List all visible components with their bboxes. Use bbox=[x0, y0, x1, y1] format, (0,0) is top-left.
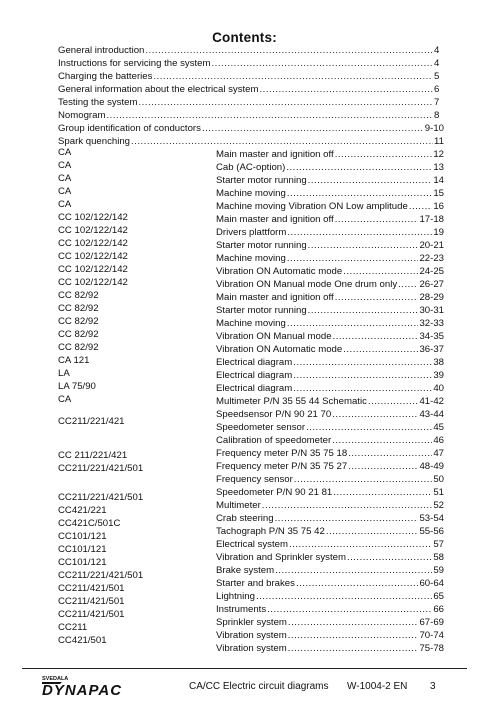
toc-entry-title: Crab steering bbox=[216, 513, 274, 524]
toc-entry-title: Machine moving bbox=[216, 318, 286, 329]
toc-row bbox=[216, 616, 444, 629]
toc-row bbox=[216, 278, 444, 291]
model-label: CC421C/501C bbox=[58, 518, 121, 529]
toc-row bbox=[216, 356, 444, 369]
toc-entry-title: General introduction bbox=[58, 45, 145, 56]
toc-page-number: 34-35 bbox=[419, 331, 444, 342]
toc-row bbox=[216, 577, 444, 590]
dot-leader bbox=[348, 460, 418, 473]
toc-row bbox=[216, 525, 444, 538]
toc-row bbox=[216, 460, 444, 473]
model-label: CC211/421/501 bbox=[58, 583, 125, 594]
toc-row bbox=[216, 174, 444, 187]
toc-page-number: 57 bbox=[433, 539, 444, 550]
toc-entry-title: Nomogram bbox=[58, 110, 106, 121]
dot-leader bbox=[267, 603, 432, 616]
toc-row bbox=[216, 382, 444, 395]
toc-row bbox=[216, 590, 444, 603]
toc-page-number: 53-54 bbox=[419, 513, 444, 524]
toc-entry-title: Vibration system bbox=[216, 630, 287, 641]
dot-leader bbox=[288, 629, 419, 642]
model-label: CC 82/92 bbox=[58, 342, 99, 353]
toc-entry-title: Testing the system bbox=[58, 97, 138, 108]
toc-page-number: 6 bbox=[434, 84, 440, 95]
model-label: CC 102/122/142 bbox=[58, 212, 128, 223]
toc-row bbox=[216, 148, 444, 161]
dot-leader bbox=[106, 109, 433, 122]
dot-leader bbox=[308, 239, 419, 252]
dot-leader bbox=[343, 343, 418, 356]
toc-row bbox=[216, 317, 444, 330]
toc-entry-title: Speedometer P/N 90 21 81 bbox=[216, 487, 333, 498]
dot-leader bbox=[347, 551, 432, 564]
toc-row bbox=[216, 291, 444, 304]
toc-page-number: 52 bbox=[433, 500, 444, 511]
dot-leader bbox=[294, 473, 433, 486]
toc-page-number: 9-10 bbox=[424, 123, 444, 134]
toc-row bbox=[216, 642, 444, 655]
dot-leader bbox=[332, 434, 432, 447]
toc-page-number: 59 bbox=[433, 565, 444, 576]
toc-row bbox=[58, 109, 444, 122]
toc-page-number: 48-49 bbox=[419, 461, 444, 472]
model-label: CC211/421/501 bbox=[58, 609, 125, 620]
footer-divider bbox=[22, 668, 467, 669]
toc-page-number: 51 bbox=[433, 487, 444, 498]
toc-entry-title: Spark quenching bbox=[58, 136, 131, 147]
dot-leader bbox=[131, 135, 433, 148]
dot-leader bbox=[308, 304, 419, 317]
dot-leader bbox=[153, 70, 433, 83]
model-label: CC211/421/501 bbox=[58, 596, 125, 607]
toc-entry-title: Starter and brakes bbox=[216, 578, 295, 589]
toc-row bbox=[216, 538, 444, 551]
dot-leader bbox=[333, 486, 432, 499]
dot-leader bbox=[275, 564, 432, 577]
dot-leader bbox=[256, 590, 432, 603]
toc-row bbox=[216, 161, 444, 174]
model-label: CC211 bbox=[58, 622, 88, 633]
dot-leader bbox=[288, 616, 419, 629]
toc-page-number: 38 bbox=[433, 357, 444, 368]
toc-page-number: 16 bbox=[433, 201, 444, 212]
dot-leader bbox=[262, 499, 433, 512]
toc-entry-title: Vibration ON Automatic mode bbox=[216, 266, 343, 277]
dot-leader bbox=[398, 278, 418, 291]
dot-leader bbox=[308, 174, 433, 187]
toc-row bbox=[216, 551, 444, 564]
toc-entry-title: Electrical system bbox=[216, 539, 288, 550]
model-label: CC 82/92 bbox=[58, 329, 99, 340]
toc-entry-title: Frequency sensor bbox=[216, 474, 293, 485]
toc-row bbox=[216, 421, 444, 434]
toc-entry-title: Brake system bbox=[216, 565, 275, 576]
toc-page-number: 66 bbox=[433, 604, 444, 615]
model-label: CC101/121 bbox=[58, 544, 107, 555]
toc-page-number: 55-56 bbox=[419, 526, 444, 537]
toc-row bbox=[216, 369, 444, 382]
dot-leader bbox=[368, 395, 419, 408]
toc-row bbox=[216, 330, 444, 343]
model-label: CC211/221/421/501 bbox=[58, 570, 144, 581]
toc-page-number: 19 bbox=[433, 227, 444, 238]
toc-page-number: 40 bbox=[433, 383, 444, 394]
dot-leader bbox=[348, 447, 432, 460]
toc-row bbox=[216, 447, 444, 460]
toc-entry-title: General information about the electrical system bbox=[58, 84, 259, 95]
toc-page-number: 41-42 bbox=[419, 396, 444, 407]
dot-leader bbox=[293, 382, 432, 395]
dot-leader bbox=[306, 421, 432, 434]
toc-page-number: 20-21 bbox=[419, 240, 444, 251]
toc-page-number: 67-69 bbox=[419, 617, 444, 628]
toc-row bbox=[58, 83, 444, 96]
dot-leader bbox=[288, 642, 419, 655]
toc-row bbox=[216, 629, 444, 642]
dot-leader bbox=[335, 148, 433, 161]
document-number: W-1004-2 EN bbox=[347, 681, 408, 692]
toc-entry-title: Main master and ignition off bbox=[216, 149, 334, 160]
page-number: 3 bbox=[430, 681, 436, 692]
toc-page-number: 4 bbox=[434, 45, 440, 56]
toc-entry-title: Starter motor running bbox=[216, 175, 307, 186]
dot-leader bbox=[287, 252, 419, 265]
toc-entry-title: Tachograph P/N 35 75 42 bbox=[216, 526, 325, 537]
toc-row bbox=[58, 135, 444, 148]
toc-row bbox=[58, 44, 444, 57]
toc-row bbox=[58, 70, 444, 83]
model-label: LA bbox=[58, 368, 70, 379]
toc-page-number: 22-23 bbox=[419, 253, 444, 264]
toc-entry-title: Charging the batteries bbox=[58, 71, 153, 82]
toc-entry-title: Vibration system bbox=[216, 643, 287, 654]
model-label: CA bbox=[58, 186, 72, 197]
dot-leader bbox=[260, 83, 434, 96]
toc-entry-title: Speedometer sensor bbox=[216, 422, 306, 433]
dot-leader bbox=[326, 525, 419, 538]
toc-entry-title: Group identification of conductors bbox=[58, 123, 201, 134]
toc-page-number: 60-64 bbox=[419, 578, 444, 589]
model-label: CC 102/122/142 bbox=[58, 238, 128, 249]
toc-row bbox=[216, 200, 444, 213]
model-label: CA bbox=[58, 147, 72, 158]
toc-entry-title: Electrical diagram bbox=[216, 357, 293, 368]
toc-page-number: 36-37 bbox=[419, 344, 444, 355]
model-label: CC 102/122/142 bbox=[58, 225, 128, 236]
toc-entry-title: Vibration ON Manual mode bbox=[216, 331, 332, 342]
toc-row bbox=[216, 486, 444, 499]
toc-entry-title: Electrical diagram bbox=[216, 370, 293, 381]
toc-page-number: 14 bbox=[433, 175, 444, 186]
dot-leader bbox=[202, 122, 424, 135]
toc-row bbox=[216, 265, 444, 278]
dot-leader bbox=[275, 512, 419, 525]
toc-row bbox=[216, 512, 444, 525]
toc-page-number: 65 bbox=[433, 591, 444, 602]
logo-small-text: SVEDALA bbox=[42, 676, 69, 682]
model-label: CA bbox=[58, 199, 72, 210]
toc-row bbox=[58, 96, 444, 109]
toc-entry-title: Main master and ignition off bbox=[216, 214, 334, 225]
toc-row bbox=[216, 226, 444, 239]
toc-row bbox=[216, 213, 444, 226]
toc-page-number: 43-44 bbox=[419, 409, 444, 420]
toc-entry-title: Machine moving bbox=[216, 188, 286, 199]
toc-page-number: 58 bbox=[433, 552, 444, 563]
model-label: CC 82/92 bbox=[58, 303, 99, 314]
dot-leader bbox=[333, 330, 419, 343]
toc-page-number: 75-78 bbox=[419, 643, 444, 654]
toc-entry-title: Lightning bbox=[216, 591, 255, 602]
model-label: CC 102/122/142 bbox=[58, 264, 128, 275]
toc-entry-title: Instructions for servicing the system bbox=[58, 58, 211, 69]
toc-entry-title: Frequency meter P/N 35 75 18 bbox=[216, 448, 348, 459]
model-label: CC421/221 bbox=[58, 505, 107, 516]
toc-entry-title: Vibration and Sprinkler system bbox=[216, 552, 346, 563]
toc-entry-title: Machine moving bbox=[216, 253, 286, 264]
toc-page-number: 17-18 bbox=[419, 214, 444, 225]
toc-row bbox=[216, 499, 444, 512]
model-label: CC 211/221/421 bbox=[58, 450, 128, 461]
dot-leader bbox=[286, 161, 432, 174]
dot-leader bbox=[289, 538, 432, 551]
toc-row bbox=[216, 304, 444, 317]
logo-wordmark: DYNAPAC bbox=[42, 682, 123, 697]
model-label: CC101/121 bbox=[58, 557, 107, 568]
toc-row bbox=[216, 187, 444, 200]
toc-row bbox=[216, 434, 444, 447]
toc-row bbox=[216, 395, 444, 408]
toc-page-number: 4 bbox=[434, 58, 440, 69]
dot-leader bbox=[296, 577, 419, 590]
dot-leader bbox=[343, 265, 418, 278]
toc-page-number: 30-31 bbox=[419, 305, 444, 316]
toc-page-number: 12 bbox=[433, 149, 444, 160]
toc-entry-title: Starter motor running bbox=[216, 305, 307, 316]
toc-entry-title: Starter motor running bbox=[216, 240, 307, 251]
model-label: CC 102/122/142 bbox=[58, 277, 128, 288]
toc-entry-title: Vibration ON Manual mode One drum only bbox=[216, 279, 398, 290]
toc-row bbox=[216, 408, 444, 421]
model-label: LA 75/90 bbox=[58, 381, 96, 392]
toc-entry-title: Multimeter bbox=[216, 500, 261, 511]
dot-leader bbox=[335, 291, 419, 304]
toc-entry-title: Sprinkler system bbox=[216, 617, 287, 628]
toc-entry-title: Electrical diagram bbox=[216, 383, 293, 394]
toc-page-number: 47 bbox=[433, 448, 444, 459]
dot-leader bbox=[287, 317, 419, 330]
toc-page-number: 32-33 bbox=[419, 318, 444, 329]
toc-page-number: 26-27 bbox=[419, 279, 444, 290]
toc-page-number: 45 bbox=[433, 422, 444, 433]
document-title: CA/CC Electric circuit diagrams bbox=[189, 681, 329, 692]
dynapac-logo bbox=[40, 673, 180, 697]
toc-page-number: 15 bbox=[433, 188, 444, 199]
toc-page-number: 70-74 bbox=[419, 630, 444, 641]
toc-page-number: 7 bbox=[434, 97, 440, 108]
page-title: Contents: bbox=[212, 30, 277, 45]
toc-entry-title: Speedsensor P/N 90 21 70 bbox=[216, 409, 332, 420]
toc-entry-title: Instruments bbox=[216, 604, 267, 615]
toc-page-number: 39 bbox=[433, 370, 444, 381]
toc-page-number: 28-29 bbox=[419, 292, 444, 303]
model-label: CA bbox=[58, 173, 72, 184]
model-label: CA bbox=[58, 394, 72, 405]
dot-leader bbox=[145, 44, 433, 57]
toc-entry-title: Vibration ON Automatic mode bbox=[216, 344, 343, 355]
toc-entry-title: Drivers plattform bbox=[216, 227, 287, 238]
dot-leader bbox=[287, 226, 432, 239]
toc-row bbox=[216, 473, 444, 486]
toc-row bbox=[216, 603, 444, 616]
toc-page-number: 13 bbox=[433, 162, 444, 173]
dot-leader bbox=[287, 187, 432, 200]
dot-leader bbox=[138, 96, 433, 109]
toc-entry-title: Machine moving Vibration ON Low amplitude bbox=[216, 201, 408, 212]
model-label: CC 82/92 bbox=[58, 316, 99, 327]
model-label: CC211/221/421/501 bbox=[58, 492, 144, 503]
toc-entry-title: Frequency meter P/N 35 75 27 bbox=[216, 461, 348, 472]
toc-page-number: 5 bbox=[434, 71, 440, 82]
toc-row bbox=[216, 252, 444, 265]
toc-page-number: 11 bbox=[434, 136, 444, 147]
model-label: CC421/501 bbox=[58, 635, 107, 646]
model-label: CC 102/122/142 bbox=[58, 251, 128, 262]
toc-entry-title: Main master and ignition off bbox=[216, 292, 334, 303]
dot-leader bbox=[332, 408, 418, 421]
toc-row bbox=[216, 343, 444, 356]
dot-leader bbox=[293, 369, 432, 382]
toc-entry-title: Calibration of speedometer bbox=[216, 435, 332, 446]
model-label: CC101/121 bbox=[58, 531, 107, 542]
toc-row bbox=[216, 239, 444, 252]
model-label: CA 121 bbox=[58, 355, 90, 366]
dot-leader bbox=[409, 200, 433, 213]
toc-entry-title: Multimeter P/N 35 55 44 Schematic bbox=[216, 396, 367, 407]
model-label: CC 82/92 bbox=[58, 290, 99, 301]
toc-row bbox=[58, 57, 444, 70]
model-label: CA bbox=[58, 160, 72, 171]
toc-entry-title: Cab (AC-option) bbox=[216, 162, 286, 173]
dot-leader bbox=[335, 213, 419, 226]
toc-page-number: 8 bbox=[434, 110, 440, 121]
model-label: CC211/221/421 bbox=[58, 416, 125, 427]
dot-leader bbox=[293, 356, 432, 369]
toc-row bbox=[216, 564, 444, 577]
toc-page-number: 24-25 bbox=[419, 266, 444, 277]
model-label: CC211/221/421/501 bbox=[58, 463, 144, 474]
dot-leader bbox=[212, 57, 434, 70]
toc-page-number: 50 bbox=[433, 474, 444, 485]
toc-page-number: 46 bbox=[433, 435, 444, 446]
toc-row bbox=[58, 122, 444, 135]
